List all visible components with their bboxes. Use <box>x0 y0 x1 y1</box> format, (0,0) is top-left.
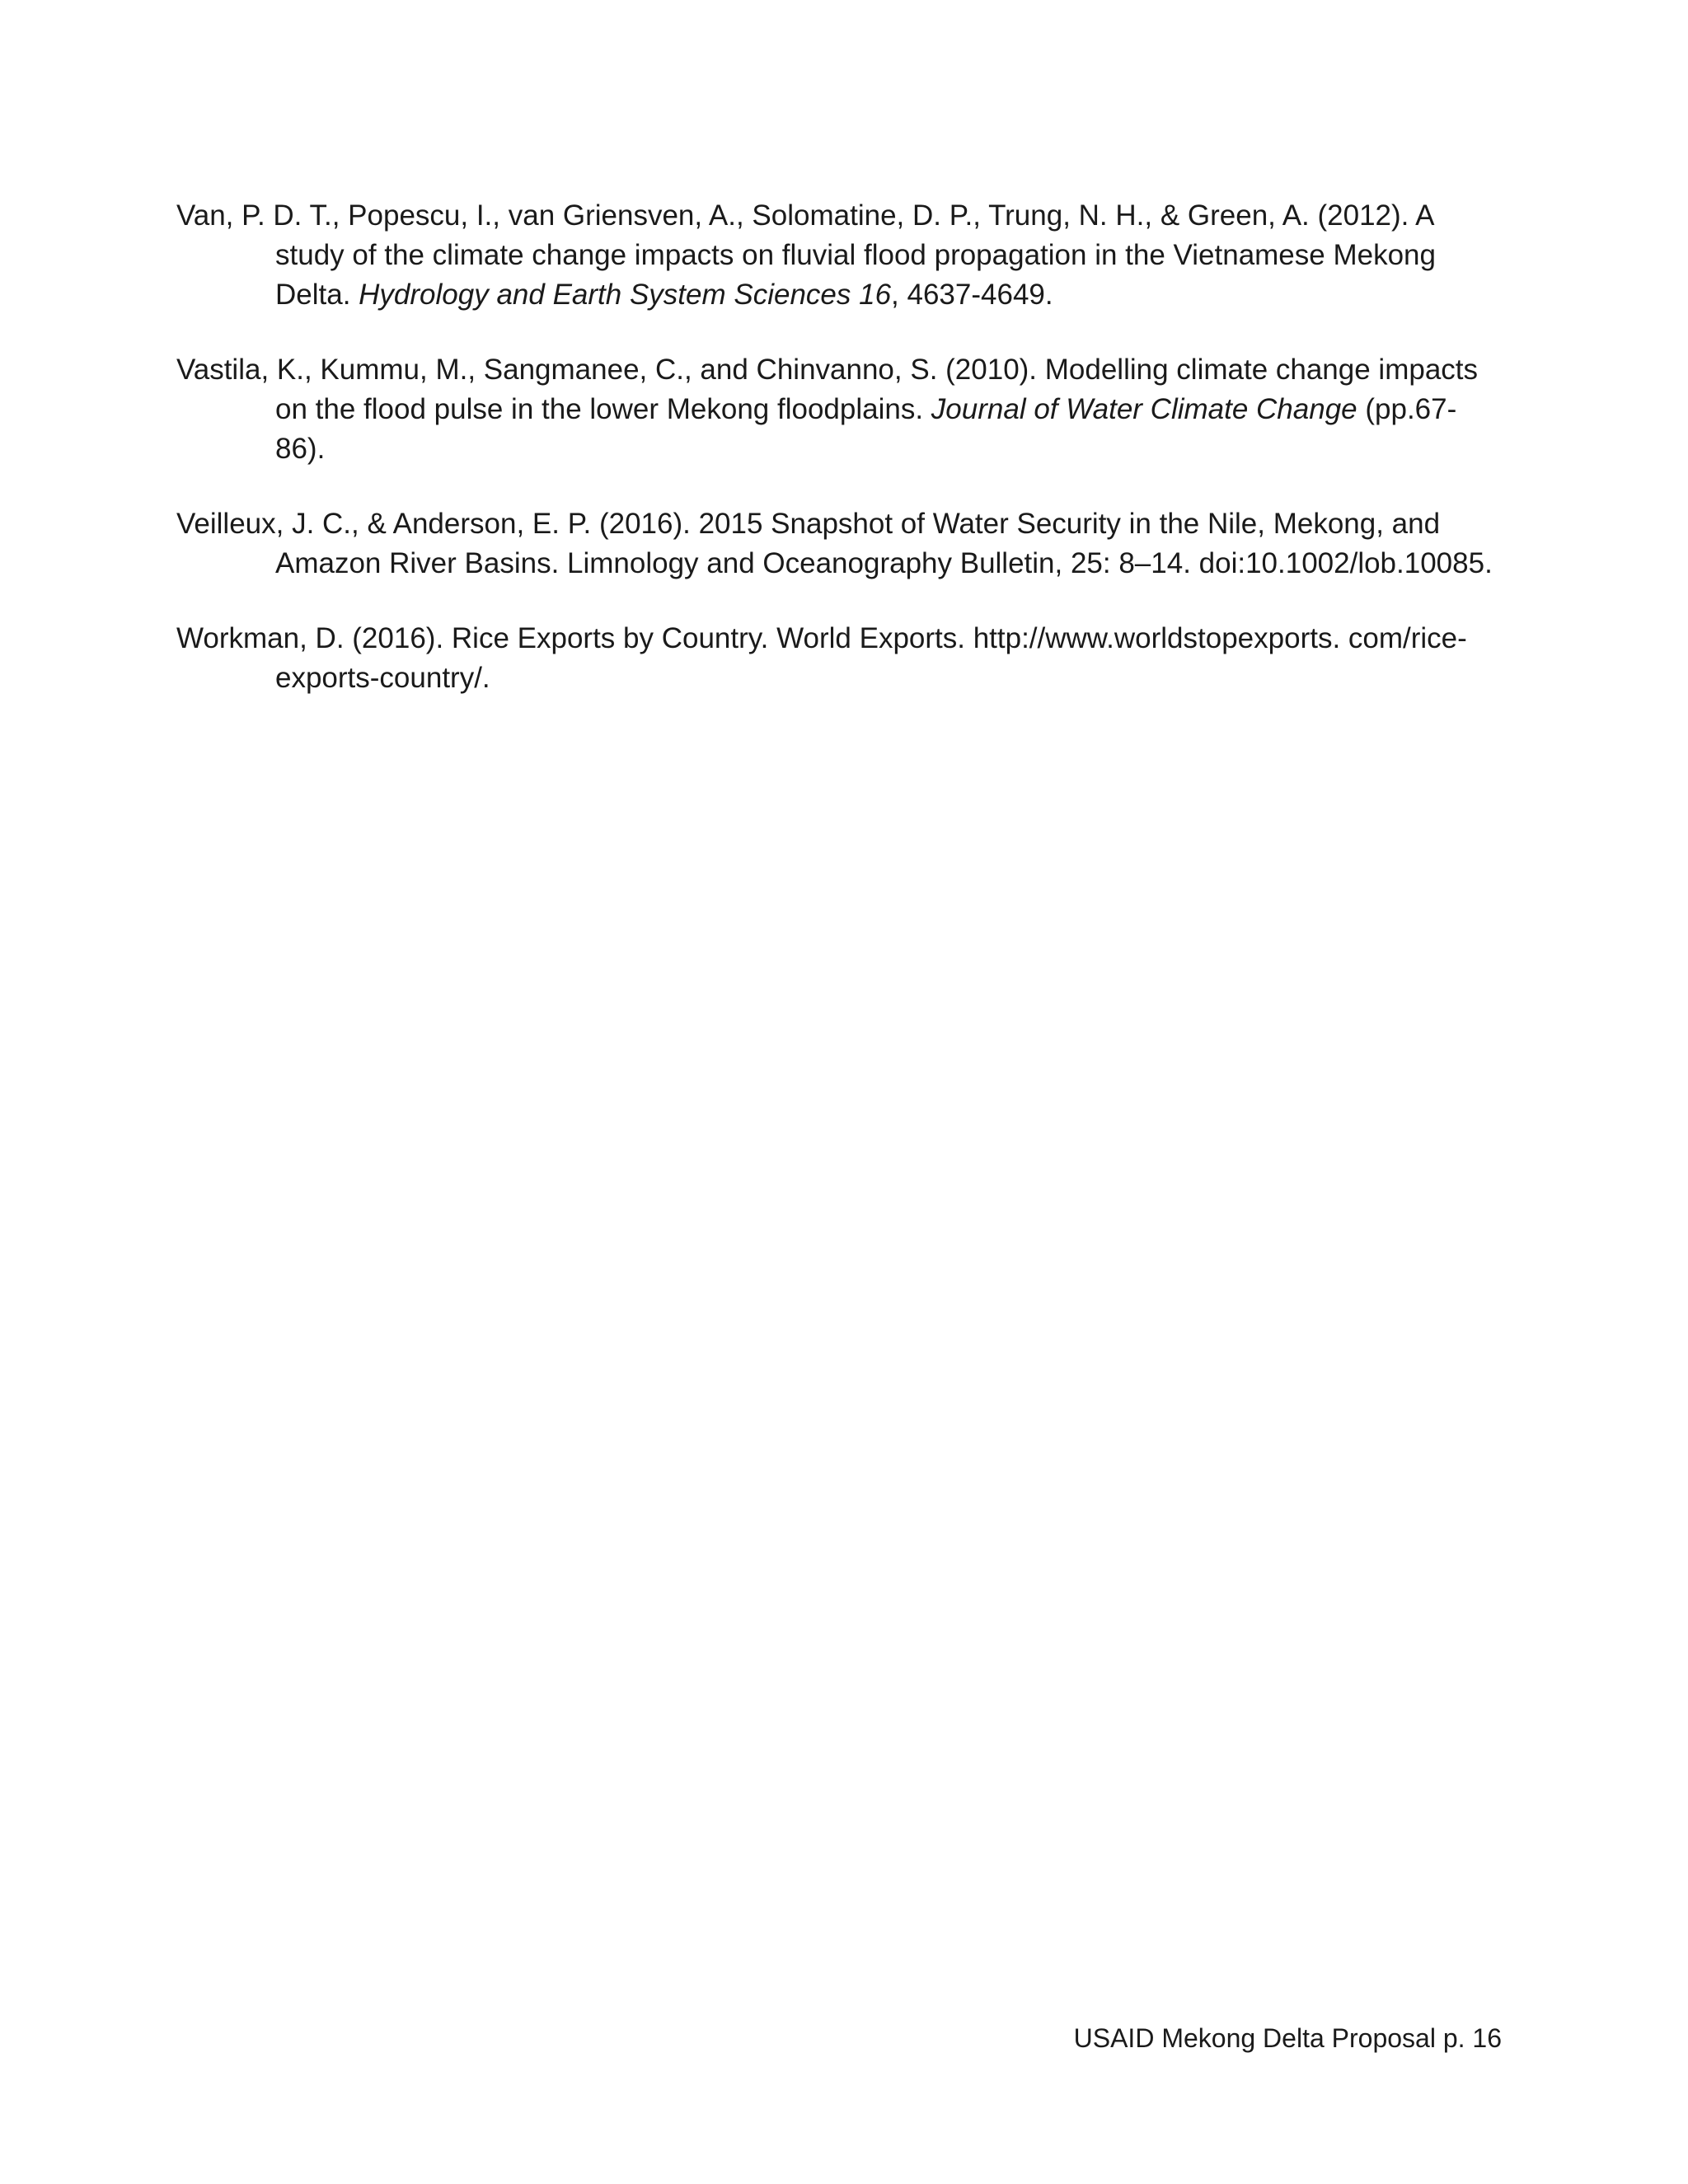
reference-pages: (pp.67-86). <box>275 393 1457 465</box>
reference-text: Vastila, K., Kummu, M., Sangmanee, C., and Chinvanno, S. (2010). Modelling climate change impacts on the flood pulse in the lower Mekong floodplains. <box>176 354 1479 425</box>
reference-journal: Journal of Water Climate Change <box>931 393 1357 425</box>
reference-entry <box>176 196 1495 315</box>
reference-list <box>176 196 1495 733</box>
reference-entry <box>176 350 1495 469</box>
reference-journal: Hydrology and Earth System Sciences 16 <box>359 279 892 311</box>
reference-entry <box>176 619 1495 698</box>
reference-text: Veilleux, J. C., & Anderson, E. P. (2016). 2015 Snapshot of Water Security in the Nile, Mekong, and Amazon River Basins. Limnology and Oceanography Bulletin, 25: 8–14. doi:10.1002/lob.10085. <box>176 508 1493 579</box>
reference-entry <box>176 504 1495 583</box>
reference-text: Workman, D. (2016). Rice Exports by Country. World Exports. http://www.worldstopexports. com/rice-exports-country/. <box>176 622 1467 694</box>
reference-text: Van, P. D. T., Popescu, I., van Griensven, A., Solomatine, D. P., Trung, N. H., & Green, A. (2012). A study of the climate change impacts on fluvial flood propagation in the Vietnamese Mekong Delta. <box>176 199 1436 311</box>
page-footer: USAID Mekong Delta Proposal p. 16 <box>1073 2023 1502 2053</box>
reference-pages: , 4637-4649. <box>891 279 1053 311</box>
